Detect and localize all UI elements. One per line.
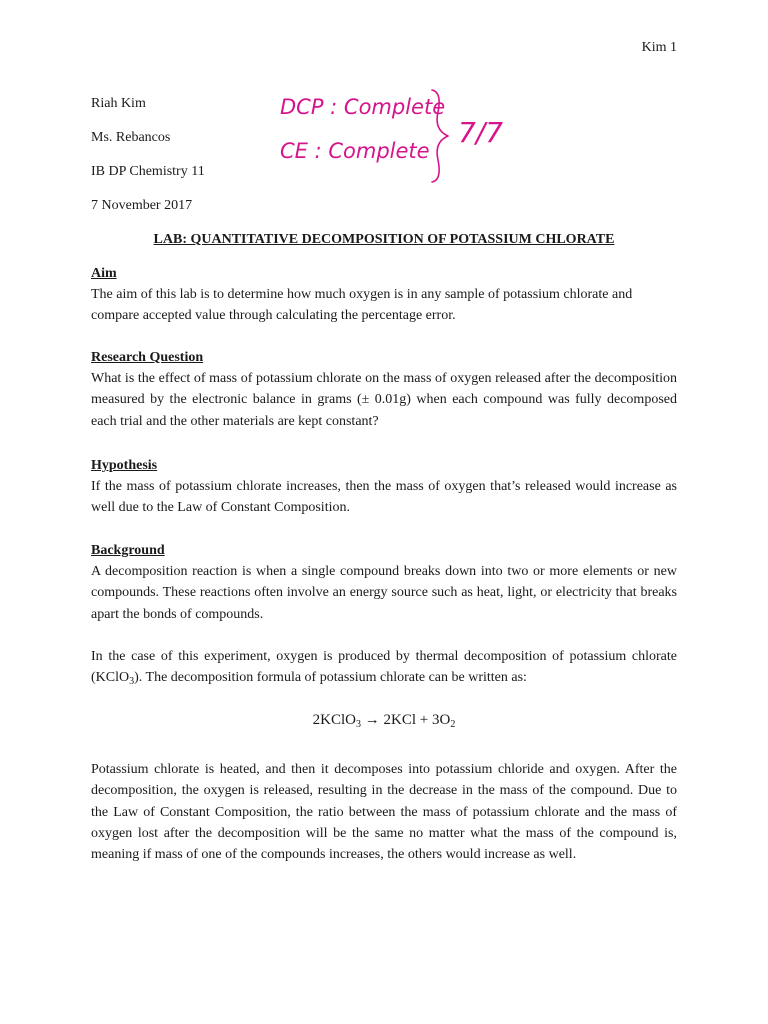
formula-intro-text: ). The decomposition formula of potassium chlorate can be written as: xyxy=(134,670,527,686)
aim-text xyxy=(91,284,677,327)
hypothesis-heading: Hypothesis xyxy=(91,458,158,473)
document-date: 7 November 2017 xyxy=(91,198,193,213)
annotation-dcp-complete: DCP : Complete xyxy=(280,95,446,119)
background-text-2 xyxy=(91,646,677,689)
aim-heading: Aim xyxy=(91,266,117,281)
hypothesis-paragraph: If the mass of potassium chlorate increases, then the mass of oxygen that’s released would increase as well due to the Law of Constant Composition. xyxy=(91,479,677,516)
document-title: LAB: QUANTITATIVE DECOMPOSITION OF POTASSIUM CHLORATE xyxy=(153,232,615,247)
research-question-text xyxy=(91,368,677,432)
background-paragraph-1 xyxy=(91,561,677,625)
aim-paragraph: The aim of this lab is to determine how much oxygen is in any sample of potassium chlorate and compare accepted value through calculating the percentage error. xyxy=(91,287,633,324)
background-paragraph-2 xyxy=(91,646,677,689)
background-paragraph-3 xyxy=(91,759,677,865)
handwritten-grade-annotation xyxy=(272,84,532,184)
research-question-heading: Research Question xyxy=(91,350,204,365)
equation-reactant-subscript: 3 xyxy=(356,719,362,730)
research-question-paragraph: What is the effect of mass of potassium chlorate on the mass of oxygen released after the decomposition measured by the electronic balance in grams (± 0.01g) when each compound was fully decomposed each trial and the other materials are kept constant? xyxy=(91,371,677,429)
kclo3-intro-text: In the case of this experiment, oxygen is produced by thermal decomposition of potassium chlorate (KClO xyxy=(91,649,677,686)
equation-products: 2KCl + 3O xyxy=(383,712,451,728)
equation-reactant: 2KClO xyxy=(312,712,357,728)
background-heading: Background xyxy=(91,543,165,558)
background-text-1: A decomposition reaction is when a single compound breaks down into two or more elements or new compounds. These reactions often involve an energy source such as heat, light, or electricity that breaks apart the bonds of compounds. xyxy=(91,564,677,622)
teacher-name: Ms. Rebancos xyxy=(91,130,171,145)
equation-product-subscript: 2 xyxy=(450,719,456,730)
kclo3-subscript: 3 xyxy=(129,676,135,688)
reaction-arrow-icon: → xyxy=(364,712,380,728)
decomposition-equation xyxy=(0,712,768,729)
hypothesis-text xyxy=(91,476,677,519)
annotation-score: 7/7 xyxy=(458,116,504,149)
author-name: Riah Kim xyxy=(91,96,146,111)
annotation-ce-complete: CE : Complete xyxy=(280,139,430,163)
course-name: IB DP Chemistry 11 xyxy=(91,164,205,179)
background-text-3: Potassium chlorate is heated, and then it decomposes into potassium chloride and oxygen. After the decomposition, the oxygen is released, resulting in the decrease in the mass of the compound. Due to the Law of Constant Composition, the ratio between the mass of potassium chlorate and the mass of oxygen lost after the decomposition will be the same no matter what the mass of the compound is, meaning if mass of one of the compounds increases, the others would increase as well. xyxy=(91,762,677,863)
page-header-label: Kim 1 xyxy=(641,40,677,55)
